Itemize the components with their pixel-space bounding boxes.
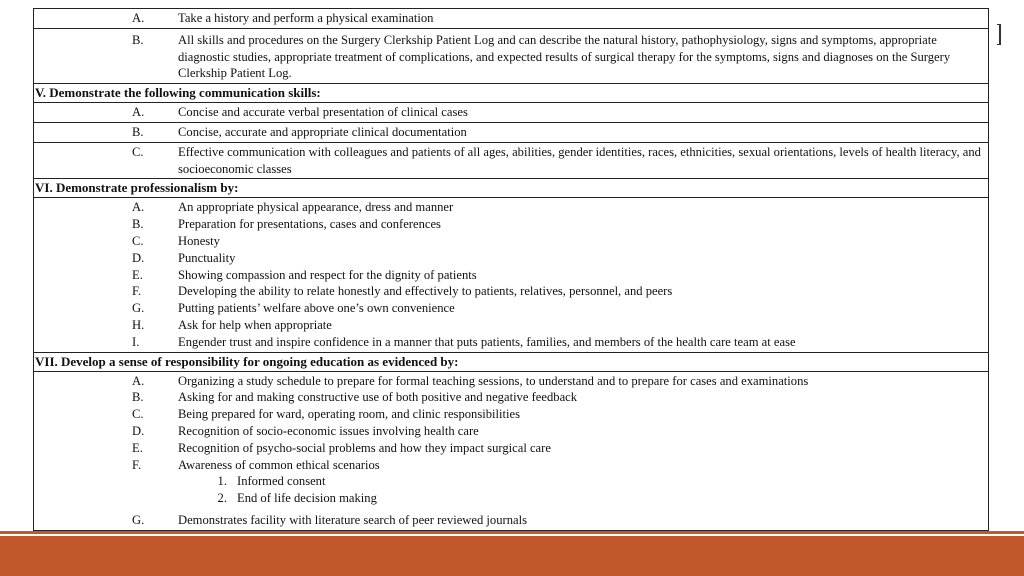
section-vii-items bbox=[34, 372, 988, 531]
objectives-table bbox=[33, 8, 989, 531]
section-v-heading: V. Demonstrate the following communication skills: bbox=[34, 84, 988, 103]
list-item: F. Developing the ability to relate honestly and effectively to patients, relatives, personnel, and peers bbox=[132, 284, 673, 299]
list-item: D. Punctuality bbox=[132, 250, 236, 265]
list-item: D. Recognition of socio-economic issues involving health care bbox=[132, 423, 479, 438]
list-item: A. Organizing a study schedule to prepare for formal teaching sessions, to understand and to prepare for cases and examinations bbox=[132, 373, 809, 388]
section-vii-heading: VII. Develop a sense of responsibility for ongoing education as evidenced by: bbox=[34, 353, 988, 372]
item-label: A. bbox=[132, 11, 145, 25]
list-item: E. Showing compassion and respect for the dignity of patients bbox=[132, 267, 477, 282]
item-label: B. bbox=[132, 124, 144, 139]
section-vi-items bbox=[34, 198, 988, 352]
sub-list-item: 1. Informed consent bbox=[217, 474, 326, 489]
list-item: C. Honesty bbox=[132, 233, 220, 248]
list-item: G. Putting patients’ welfare above one’s own convenience bbox=[132, 301, 455, 316]
list-item: F. Awareness of common ethical scenarios bbox=[132, 457, 380, 472]
footer-bar bbox=[0, 536, 1024, 576]
item-label: B. bbox=[132, 32, 144, 47]
list-item: B. Asking for and making constructive use of both positive and negative feedback bbox=[132, 390, 578, 405]
item-text: All skills and procedures on the Surgery Clerkship Patient Log and can describe the natural history, pathophysiology, signs and symptoms, appropriate diagnostic studies, appropriate treatment of complications, and expected results of surgical therapy for the symptoms, signs and diagnoses on the Surgery Clerkship Patient Log. bbox=[178, 32, 951, 81]
item-label: A. bbox=[132, 105, 145, 120]
section-v-item-a bbox=[34, 103, 988, 123]
sub-list-item: 2. End of life decision making bbox=[217, 491, 377, 506]
list-item: H. Ask for help when appropriate bbox=[132, 317, 332, 332]
list-item: I. Engender trust and inspire confidence in a manner that puts patients, families, and members of the health care team at ease bbox=[132, 334, 796, 349]
section-v-item-c bbox=[34, 143, 988, 180]
section-iv-item-a bbox=[34, 9, 988, 29]
section-vi-heading: VI. Demonstrate professionalism by: bbox=[34, 179, 988, 198]
footer-divider bbox=[0, 531, 1024, 534]
item-label: C. bbox=[132, 144, 144, 159]
section-v-item-b bbox=[34, 123, 988, 143]
right-bracket-mark bbox=[997, 24, 1001, 45]
list-item: B. Preparation for presentations, cases and conferences bbox=[132, 217, 441, 232]
section-iv-item-b bbox=[34, 29, 988, 84]
list-item: E. Recognition of psycho-social problems and how they impact surgical care bbox=[132, 440, 551, 455]
list-item: G. Demonstrates facility with literature search of peer reviewed journals bbox=[132, 512, 527, 527]
item-text: Concise and accurate verbal presentation of clinical cases bbox=[178, 105, 468, 120]
item-text: Take a history and perform a physical examination bbox=[178, 11, 434, 25]
list-item: C. Being prepared for ward, operating room, and clinic responsibilities bbox=[132, 407, 521, 422]
list-item: A. An appropriate physical appearance, dress and manner bbox=[132, 200, 454, 215]
item-text: Concise, accurate and appropriate clinical documentation bbox=[178, 124, 467, 139]
item-text: Effective communication with colleagues and patients of all ages, abilities, gender identities, races, ethnicities, sexual orientations, levels of health literacy, and socioeconomic classes bbox=[178, 144, 981, 176]
